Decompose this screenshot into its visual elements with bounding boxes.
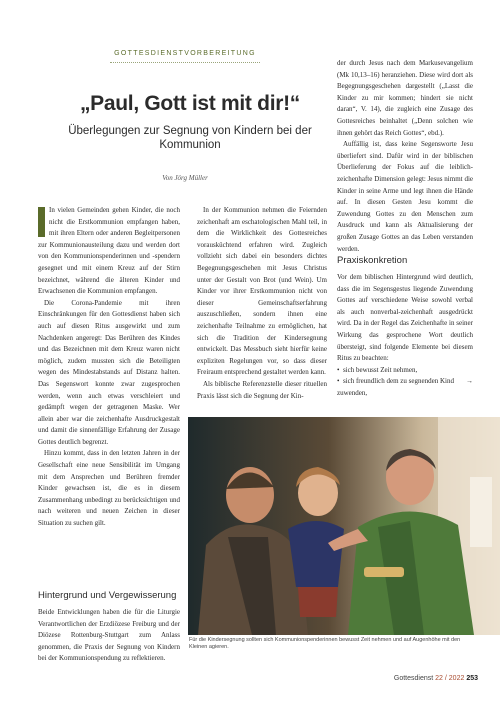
- photo-caption: Für die Kindersegnung sollten sich Kommunionspenderinnen bewusst Zeit nehmen und auf Augenhöhe mit den Kleinen agieren.: [189, 637, 461, 650]
- section-kicker: GOTTESDIENSTVORBEREITUNG: [114, 50, 256, 57]
- paragraph: In der Kommunion nehmen die Feiernden zeichenhaft am eschatologischen Mahl teil, in dem die Wirklichkeit des Gottesreiches vorausküchtend erfahren wird. Zugleich vollzieht sich dabei ein besonders dichtes Begegnungsgeschehen mit Jesus Christus unter der Gestalt von Brot (und Wein). Um Kinder vor ihrer Erstkommunion nicht von dieser Gemeinschaftserfahrung auszuschließen, sondern ihnen eine zeichenhafte Teilnahme zu ermöglichen, hat sich die Tradition der Kindersegnung entwickelt. Das Messbuch sieht hierfür keine expliziten Regelungen vor, so dass dieser Freiraum entsprechend gestaltet werden kann.: [197, 206, 327, 377]
- paragraph: der durch Jesus nach dem Markusevangelium (Mk 10,13–16) heranziehen. Diese wird dort als Begegnungsgeschehen dargestellt („Lasst die Kinder zu mir kommen; hindert sie nicht daran“, V. 14), die zugleich eine Zusage des Gottesreiches beinhaltet („Denn solchen wie ihnen gehört das Reich Gottes“, ebd.).: [337, 59, 473, 137]
- photo-illustration: [188, 417, 500, 635]
- column-1: [38, 205, 180, 530]
- column-3: [337, 58, 473, 255]
- paragraph: Auffällig ist, dass keine Segensworte Jesu überliefert sind. Dafür wird in der biblischen Überlieferung der Fokus auf die leiblich-zeichenhafte Dimension gelegt: Jesus nimmt die Kinder in seine Arme und legt ihnen die Hände auf. In diesen Gesten Jesu kommt die Zuwendung Gottes zu den Menschen zum Ausdruck und kann als Aktualisierung der großen Zusage Gottes an das Leben verstanden werden.: [337, 140, 473, 253]
- paragraph: Als biblische Referenzstelle dieser rituellen Praxis lässt sich die Segnung der Kin-: [197, 379, 327, 400]
- column-1-lower: [38, 590, 180, 665]
- dropcap-bar: [38, 207, 45, 237]
- article-subtitle: Überlegungen zur Segnung von Kindern bei der Kommunion: [68, 125, 312, 151]
- issue-number: 22 / 2022: [435, 675, 465, 682]
- magazine-name: Gottesdienst: [393, 675, 434, 682]
- list-item: • sich freundlich dem zu segnenden Kind zuwenden, →: [337, 376, 473, 399]
- page-footer: [360, 675, 478, 682]
- column-2: [197, 205, 327, 402]
- article-byline: Von Jörg Müller: [162, 174, 208, 182]
- section-heading: Praxiskonkretion: [337, 255, 408, 266]
- paragraph: Hinzu kommt, dass in den letzten Jahren in der Gesellschaft eine neue Sensibilität im Umgang mit dem Ansprechen und Berühren fremder Kinder gewachsen ist, die es in diesem Zusammenhang unbedingt zu berücksichtigen und nach weiteren und neuen Zeichen in dieser Situation zu suchen gilt.: [38, 449, 180, 528]
- list-item-text: sich freundlich dem zu segnenden Kind zuwenden,: [337, 377, 454, 397]
- page-number: 253: [466, 675, 478, 682]
- continue-arrow-icon: →: [466, 377, 473, 386]
- kicker-divider: [110, 62, 260, 63]
- paragraph: Vor dem biblischen Hintergrund wird deutlich, dass die im Segensgestus liegende Zuwendung Gottes auf verschiedene Weise sowohl verbal als auch nonverbal-zeichenhaft ausgedrückt wird. Da in der Regel das Zeichenhafte in seiner Wirkung das gesprochene Wort deutlich übersteigt, sind folgende Elemente bei diesem Ritus zu beachten:: [337, 273, 473, 363]
- list-item: • sich bewusst Zeit nehmen,: [337, 365, 418, 374]
- kicker-block: [110, 50, 260, 63]
- paragraph: Die Corona-Pandemie mit ihren Einschränkungen für den Gottesdienst haben sich auch auf diesen Ritus ausgewirkt und zum Nachdenken angeregt: Das Berühren des Kindes und das Bezeichnen mit dem Kreuz waren nicht möglich, zudem mussten sich die Beteiligten wegen des Mindestabstands auf Distanz halten. Das Segenswort konnte zwar zugesprochen werden, wenn auch etwas verschleiert und gedämpft wegen der getragenen Maske. Wer allein aber war die zeichenhafte Ausdruckgestalt und damit die sinnenfällige Erfahrung der Zusage Gottes deutlich begrenzt.: [38, 298, 180, 446]
- article-photo: [188, 417, 500, 635]
- list-item-text: sich bewusst Zeit nehmen,: [342, 365, 418, 374]
- column-3-lower: [337, 255, 473, 400]
- article-title: „Paul, Gott ist mit dir!“: [79, 92, 300, 115]
- paragraph: Beide Entwicklungen haben die für die Liturgie Verantwortlichen der Erzdiözese Freiburg und der Diözese Rottenburg-Stuttgart zum Anlass genommen, die Praxis der Segnung von Kindern bei der Kommunionspendung zu reflektieren.: [38, 608, 180, 663]
- section-heading: Hintergrund und Vergewisserung: [38, 590, 177, 601]
- paragraph: In vielen Gemeinden gehen Kinder, die noch nicht die Erstkommunion empfangen haben, mit ihren Eltern oder anderen Begleitpersonen zur Kommunionausteilung dazu und werden dort von den Kommunionspenderinnen und -spendern gesegnet und mit einem Kreuz auf der Stirn bezeichnet, während die älteren Kinder und Erwachsenen die Kommunion empfangen.: [38, 206, 180, 296]
